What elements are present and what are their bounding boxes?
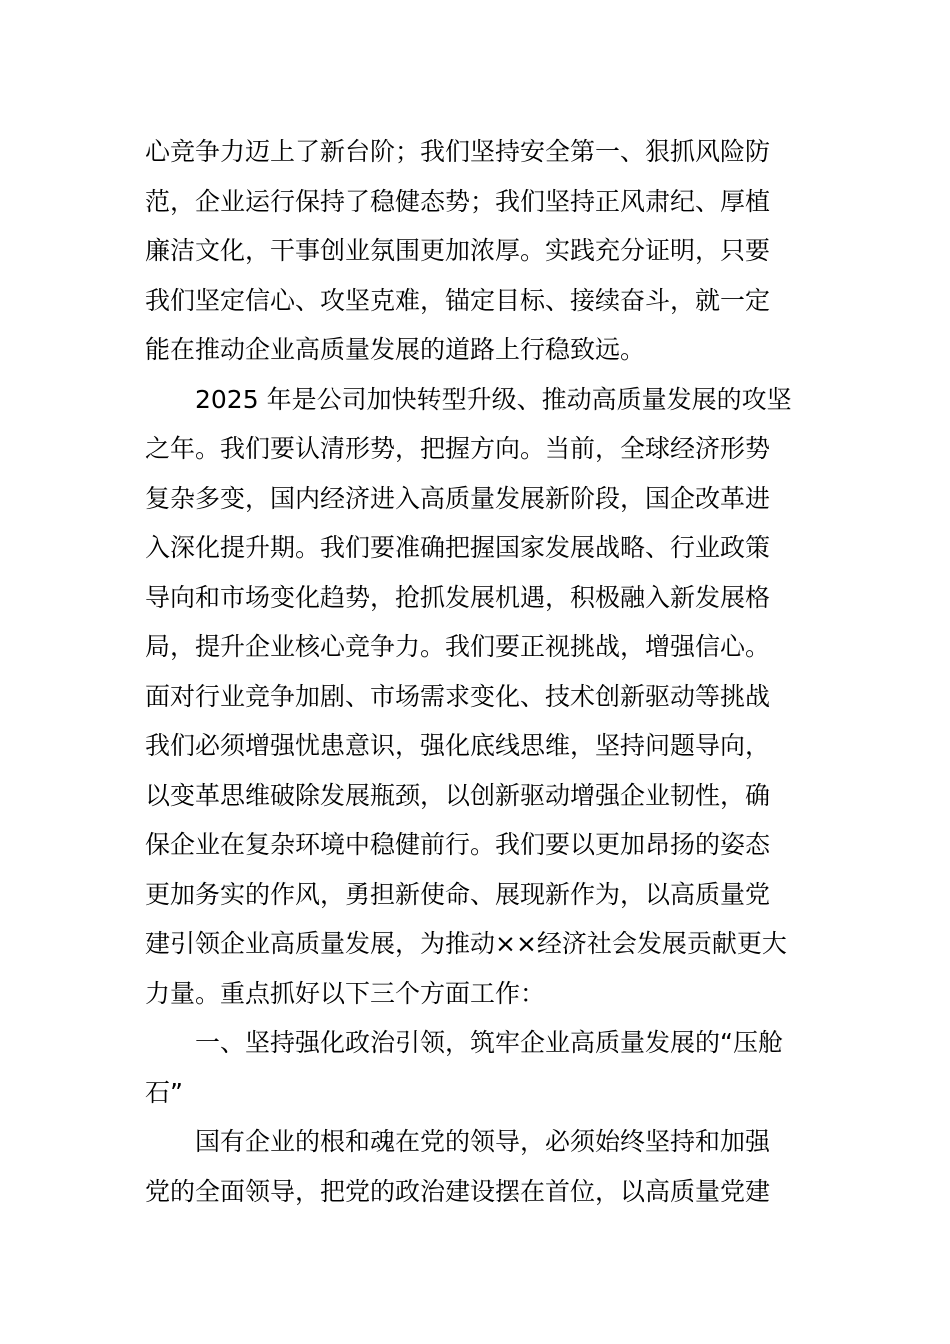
- text-line: 我们必须增强忧患意识，强化底线思维，坚持问题导向，: [145, 731, 771, 760]
- text-line: 以变革思维破除发展瓶颈，以创新驱动增强企业韧性，确: [145, 781, 771, 810]
- text-line: 复杂多变，国内经济进入高质量发展新阶段，国企改革进: [145, 484, 771, 513]
- text-line: 更加务实的作风，勇担新使命、展现新作为，以高质量党: [145, 880, 771, 909]
- text-line: 入深化提升期。我们要准确把握国家发展战略、行业政策: [145, 533, 771, 562]
- text-line: 心竞争力迈上了新台阶；我们坚持安全第一、狠抓风险防: [145, 137, 771, 166]
- text-line: 面对行业竞争加剧、市场需求变化、技术创新驱动等挑战: [145, 682, 771, 711]
- section-heading-line: 石”: [145, 1078, 183, 1107]
- text-line: 之年。我们要认清形势，把握方向。当前，全球经济形势: [145, 434, 771, 463]
- text-line: 党的全面领导，把党的政治建设摆在首位，以高质量党建: [145, 1177, 771, 1206]
- text-line: 范，企业运行保持了稳健态势；我们坚持正风肃纪、厚植: [145, 187, 771, 216]
- text-line: 保企业在复杂环境中稳健前行。我们要以更加昂扬的姿态: [145, 830, 771, 859]
- text-line: 力量。重点抓好以下三个方面工作：: [145, 979, 546, 1008]
- section-heading-line: 一、坚持强化政治引领，筑牢企业高质量发展的“压舱: [195, 1028, 783, 1057]
- text-line: 廉洁文化，干事创业氛围更加浓厚。实践充分证明，只要: [145, 236, 771, 265]
- paragraph-first-line: 国有企业的根和魂在党的领导，必须始终坚持和加强: [195, 1127, 771, 1156]
- text-line: 局，提升企业核心竞争力。我们要正视挑战，增强信心。: [145, 632, 771, 661]
- text-line: 导向和市场变化趋势，抢抓发展机遇，积极融入新发展格: [145, 583, 771, 612]
- paragraph-first-line: 2025 年是公司加快转型升级、推动高质量发展的攻坚: [195, 385, 792, 414]
- text-line: 能在推动企业高质量发展的道路上行稳致远。: [145, 335, 646, 364]
- text-line: 我们坚定信心、攻坚克难，锚定目标、接续奋斗，就一定: [145, 286, 771, 315]
- text-line: 建引领企业高质量发展，为推动××经济社会发展贡献更大: [145, 929, 787, 958]
